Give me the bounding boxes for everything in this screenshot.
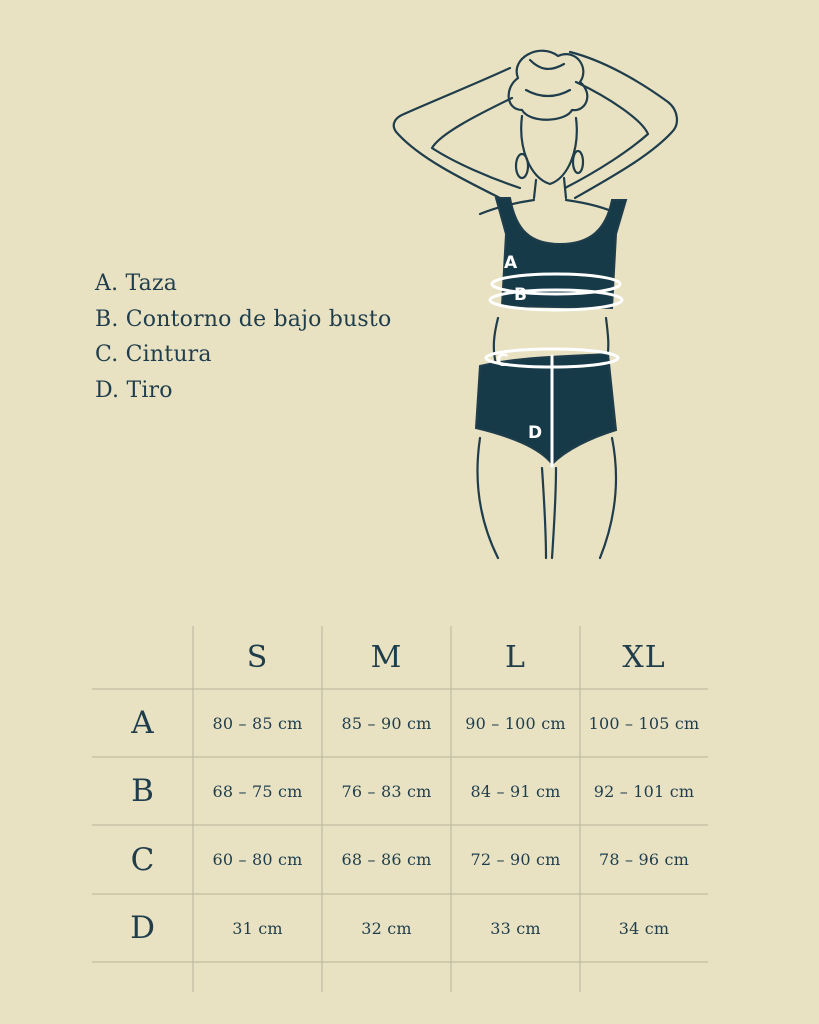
column-header-m: M <box>370 640 403 675</box>
row-header-c: C <box>130 841 155 878</box>
table-cell: 100 – 105 cm <box>588 713 700 733</box>
measurement-legend <box>95 266 391 408</box>
table-cell: 32 cm <box>361 918 412 938</box>
table-cell: 68 – 86 cm <box>341 850 432 869</box>
left-arm-inner <box>432 98 520 188</box>
table-cell: 80 – 85 cm <box>212 713 303 733</box>
figure-mark-b: B <box>514 285 527 305</box>
column-header-l: L <box>505 640 526 675</box>
table-cell: 60 – 80 cm <box>212 850 303 869</box>
table-cell: 84 – 91 cm <box>470 781 561 801</box>
table-cell: 85 – 90 cm <box>341 713 432 733</box>
table-cell: 31 cm <box>232 918 283 938</box>
figure-mark-d: D <box>528 423 543 443</box>
table-cell: 33 cm <box>490 918 541 938</box>
table-cell: 72 – 90 cm <box>470 850 561 869</box>
table-cell: 68 – 75 cm <box>212 781 303 801</box>
legend-item-c: C. Cintura <box>95 342 212 367</box>
legend-item-a: A. Taza <box>95 271 178 296</box>
figure-mark-c: C <box>496 351 509 371</box>
row-header-b: B <box>131 773 154 809</box>
column-header-s: S <box>246 640 269 675</box>
figure-mark-a: A <box>504 253 518 273</box>
column-header-xl: XL <box>622 640 666 675</box>
table-cell: 34 cm <box>618 918 670 938</box>
legend-item-b: B. Contorno de bajo busto <box>95 306 392 332</box>
row-header-d: D <box>130 910 155 946</box>
legend-item-d: D. Tiro <box>95 377 173 403</box>
head <box>521 116 577 184</box>
measurement-figure-illustration <box>380 38 690 568</box>
row-header-a: A <box>131 705 154 741</box>
table-cell: 90 – 100 cm <box>465 713 566 733</box>
table-cell: 92 – 101 cm <box>593 781 695 801</box>
table-cell: 78 – 96 cm <box>598 850 690 869</box>
table-cell: 76 – 83 cm <box>341 781 432 801</box>
hair-bun <box>509 51 588 120</box>
